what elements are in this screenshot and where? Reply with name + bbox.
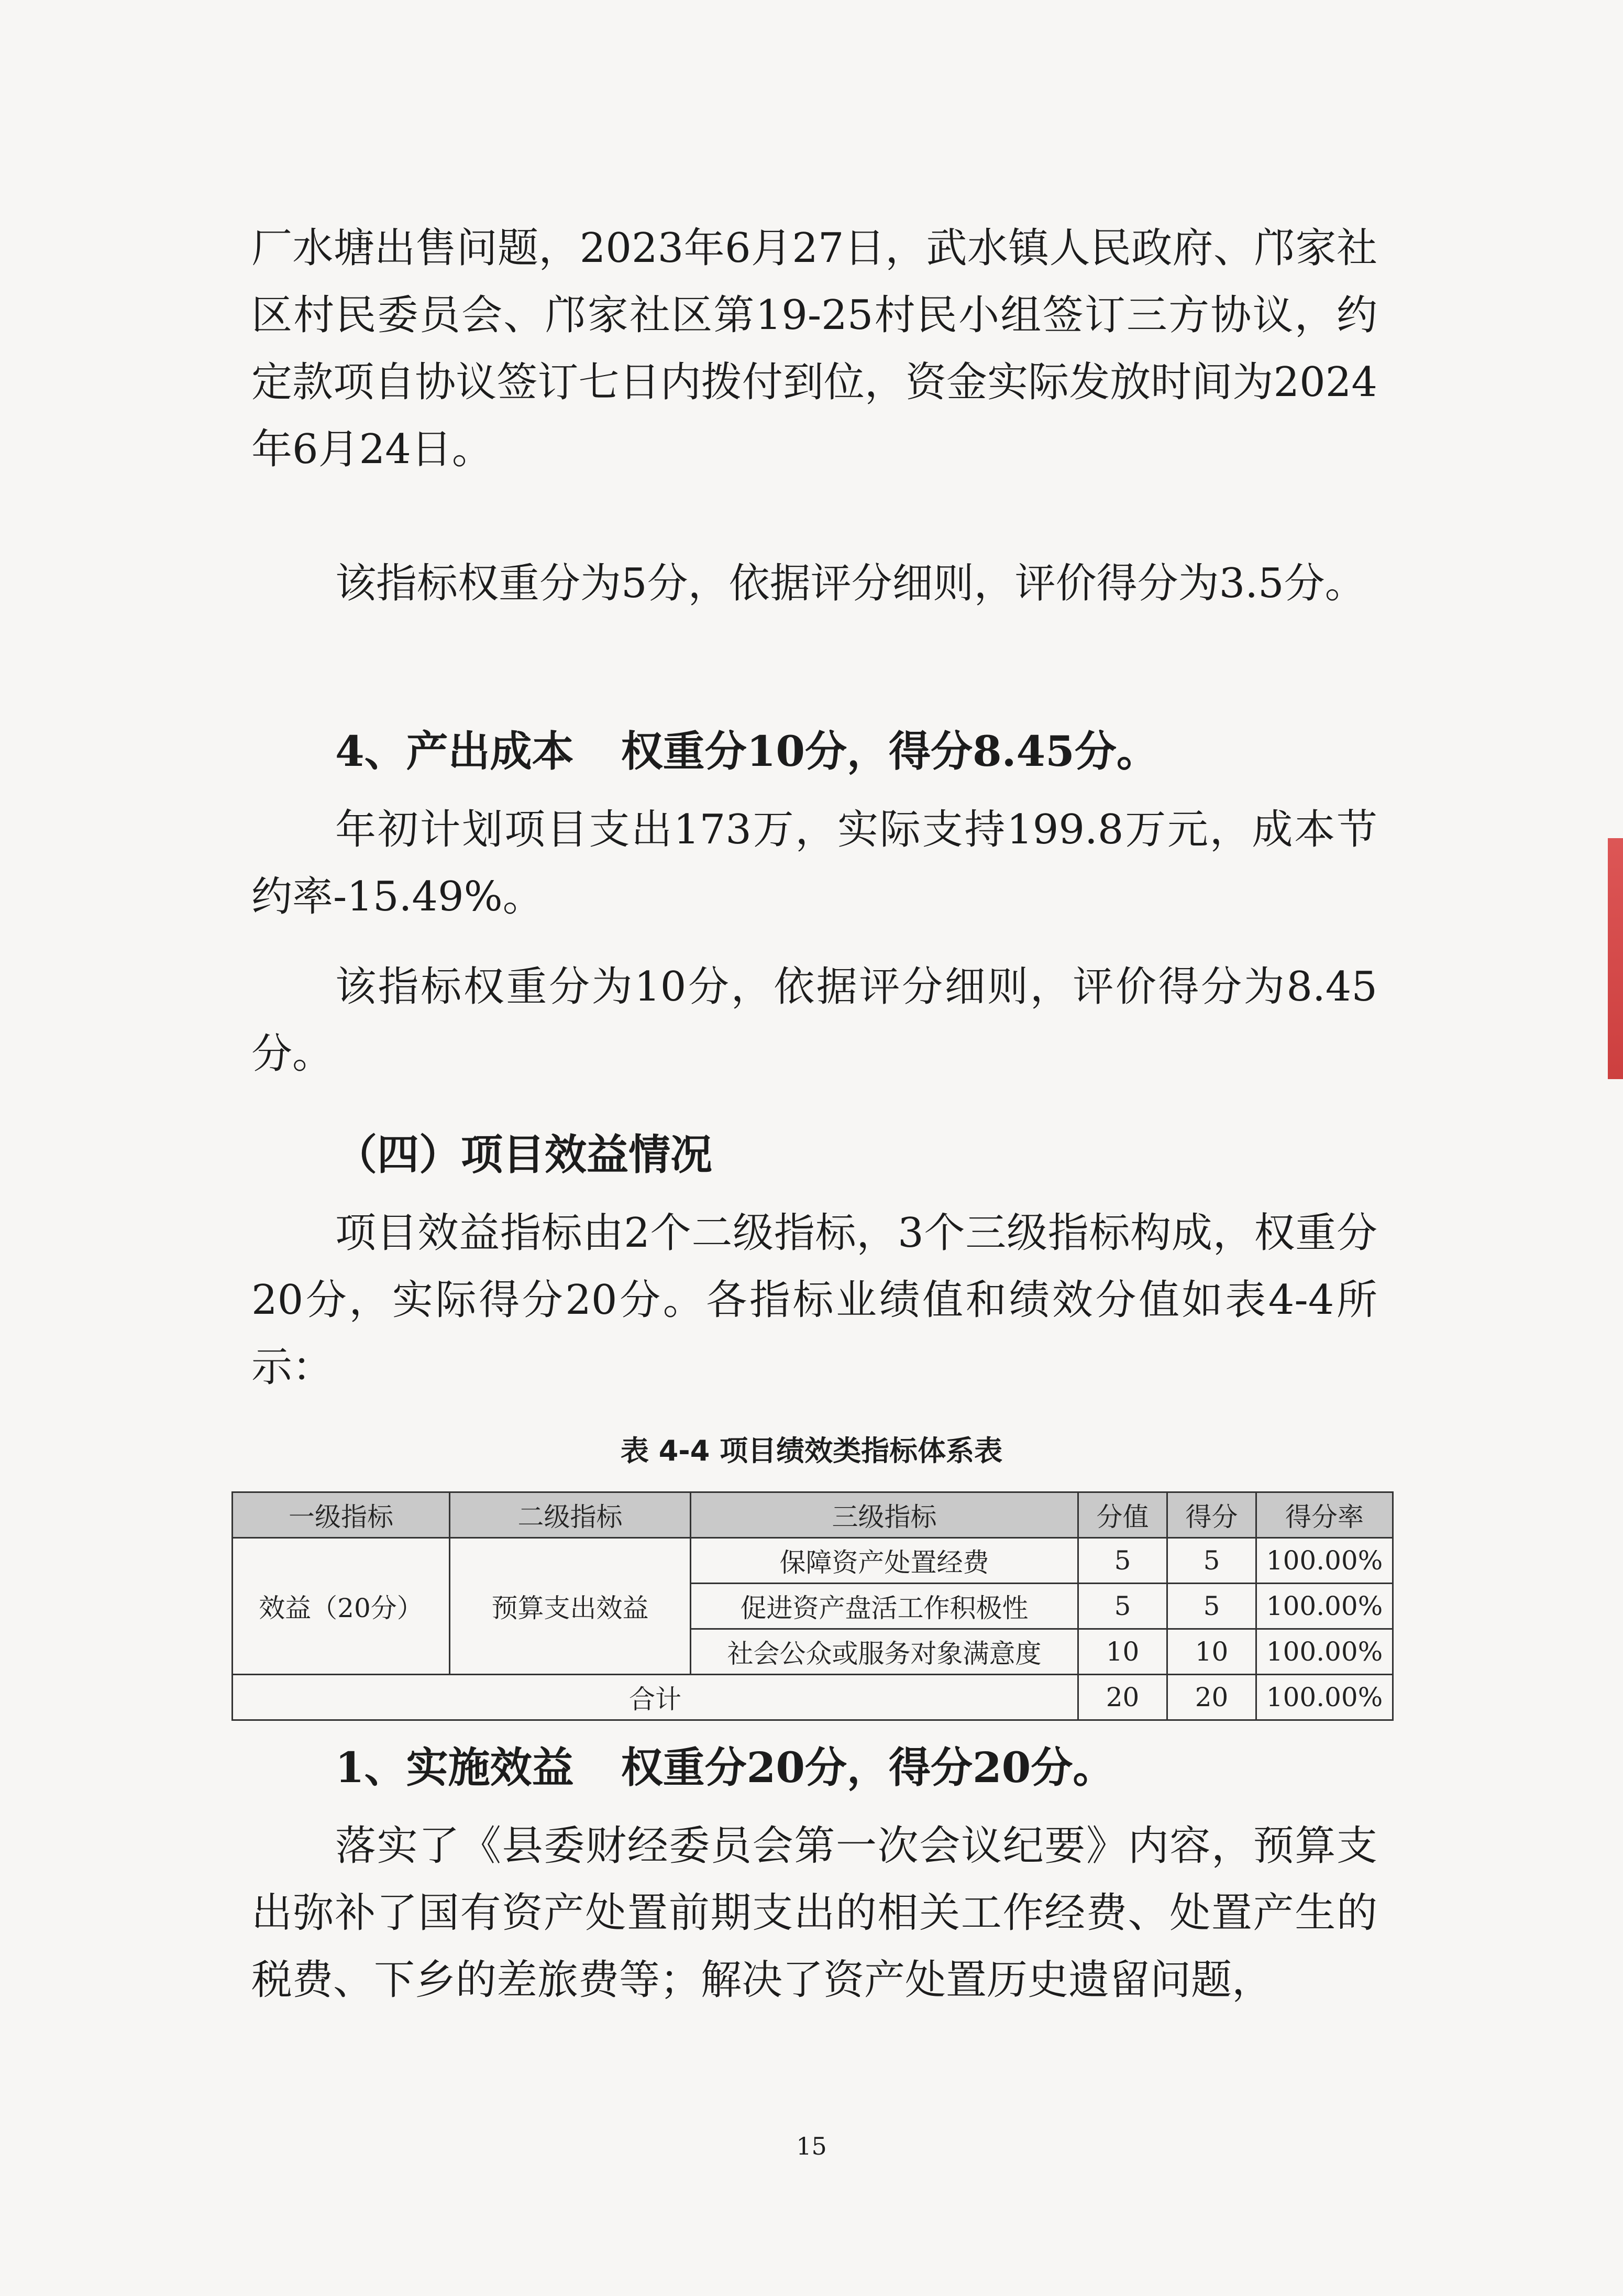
- table-header: 得分率: [1256, 1492, 1393, 1538]
- score-cell: 5: [1167, 1538, 1256, 1584]
- table-header: 二级指标: [450, 1492, 691, 1538]
- level3-cell: 促进资产盘活工作积极性: [691, 1584, 1078, 1629]
- level3-cell: 保障资产处置经费: [691, 1538, 1078, 1584]
- level1-cell: 效益（20分）: [233, 1538, 450, 1675]
- table-header: 一级指标: [233, 1492, 450, 1538]
- heading-implementation-benefit: [335, 1734, 1114, 1801]
- table-header-row: [233, 1492, 1393, 1538]
- paragraph-implementation-detail: 落实了《县委财经委员会第一次会议纪要》内容，预算支出弥补了国有资产处置前期支出的相关工作经费、处置产生的税费、下乡的差旅费等；解决了资产处置历史遗留问题，: [251, 1822, 1377, 2004]
- paragraph-water-pond: 厂水塘出售问题，2023年6月27日，武水镇人民政府、邝家社区村民委员会、邝家社区第19-25村民小组签订三方协议，约定款项自协议签订七日内拨付到位，资金实际发放时间为2024年6月24日。: [251, 225, 1377, 473]
- heading-implementation-title: 1、实施效益: [335, 1743, 574, 1792]
- rate-cell: 100.00%: [1256, 1629, 1393, 1675]
- table-row: [233, 1538, 1393, 1584]
- total-weight-cell: 20: [1078, 1675, 1167, 1720]
- table-total-row: [233, 1675, 1393, 1720]
- total-label-cell: 合计: [233, 1675, 1078, 1720]
- heading-implementation-score: 权重分20分，得分20分。: [621, 1743, 1115, 1792]
- weight-cell: 5: [1078, 1538, 1167, 1584]
- paragraph-cost-indicator: 该指标权重分为10分，依据评分细则，评价得分为8.45分。: [251, 963, 1377, 1078]
- total-rate-cell: 100.00%: [1256, 1675, 1393, 1720]
- table-header: 分值: [1078, 1492, 1167, 1538]
- level3-cell: 社会公众或服务对象满意度: [691, 1629, 1078, 1675]
- page-number: 15: [796, 2132, 827, 2160]
- seal-stamp-edge: [1608, 838, 1623, 1079]
- heading-project-benefit: （四）项目效益情况: [335, 1130, 712, 1179]
- score-cell: 10: [1167, 1629, 1256, 1675]
- total-score-cell: 20: [1167, 1675, 1256, 1720]
- score-cell: 5: [1167, 1584, 1256, 1629]
- weight-cell: 10: [1078, 1629, 1167, 1675]
- heading-output-cost-title: 4、产出成本: [335, 727, 574, 776]
- weight-cell: 5: [1078, 1584, 1167, 1629]
- indicator-table: [231, 1491, 1394, 1721]
- level2-cell: 预算支出效益: [450, 1538, 691, 1675]
- table-header: 三级指标: [691, 1492, 1078, 1538]
- rate-cell: 100.00%: [1256, 1538, 1393, 1584]
- table-header: 得分: [1167, 1492, 1256, 1538]
- heading-output-cost-score: 权重分10分，得分8.45分。: [621, 727, 1158, 776]
- table-caption: 表 4-4 项目绩效类指标体系表: [620, 1434, 1003, 1467]
- paragraph-benefit-summary: 项目效益指标由2个二级指标，3个三级指标构成，权重分20分，实际得分20分。各指标业绩值和绩效分值如表4-4所示：: [251, 1210, 1377, 1391]
- paragraph-indicator-timeliness: 该指标权重分为5分，依据评分细则，评价得分为3.5分。: [335, 560, 1366, 607]
- paragraph-cost-saving: 年初计划项目支出173万，实际支持199.8万元，成本节约率-15.49%。: [251, 806, 1377, 920]
- heading-output-cost: [335, 718, 1158, 785]
- rate-cell: 100.00%: [1256, 1584, 1393, 1629]
